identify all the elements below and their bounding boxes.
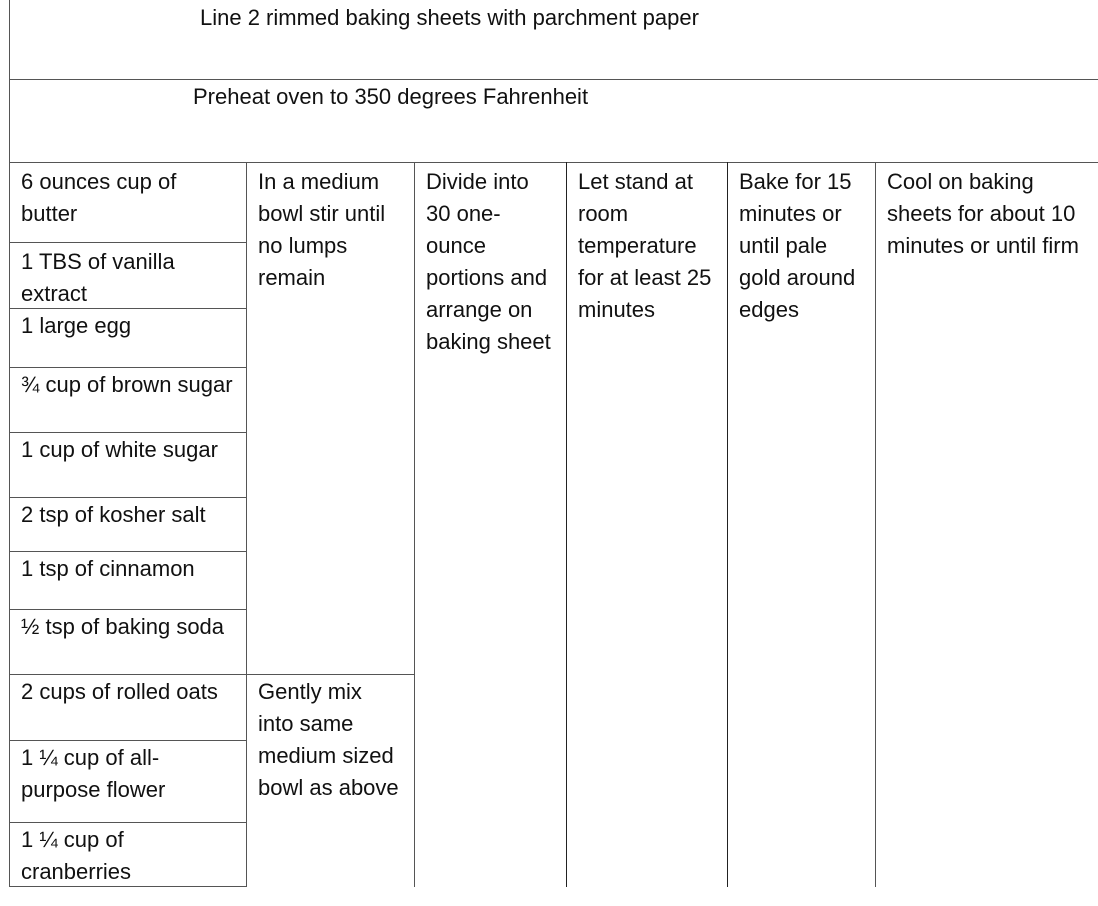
ingredient-cell: 1 tsp of cinnamon xyxy=(21,556,195,581)
ingredient-cell: 6 ounces cup of butter xyxy=(21,169,177,226)
ingredient-cell: ½ tsp of baking soda xyxy=(21,614,225,639)
ingredient-cell: 1 cup of white sugar xyxy=(21,437,218,462)
ingredient-cell: 1 large egg xyxy=(21,313,132,338)
row-divider xyxy=(9,79,1098,80)
step-divide-cell: Divide into 30 one-ounce portions and arrange on baking sheet xyxy=(426,169,551,354)
step-bake-cell: Bake for 15 minutes or until pale gold around edges xyxy=(739,169,856,322)
banner-line-sheets: Line 2 rimmed baking sheets with parchment paper xyxy=(200,5,699,30)
ingredient-cell: 1 TBS of vanilla extract xyxy=(21,249,175,306)
banner-preheat-oven: Preheat oven to 350 degrees Fahrenheit xyxy=(193,84,589,109)
ingredient-cell: 2 cups of rolled oats xyxy=(21,679,218,704)
ingredient-cell: ¾ cup of brown sugar xyxy=(21,372,233,397)
ingredient-cell: 1 ¼ cup of cranberries xyxy=(21,827,132,884)
ingredient-cell: 2 tsp of kosher salt xyxy=(21,502,206,527)
step-stand-cell: Let stand at room temperature for at least 25 minutes xyxy=(578,169,712,322)
column-divider xyxy=(875,162,876,887)
ingredient-cell: 1 ¼ cup of all-purpose flower xyxy=(21,745,166,802)
mix-step-cell: In a medium bowl stir until no lumps remain xyxy=(258,169,386,290)
mix-step-cell: Gently mix into same medium sized bowl as above xyxy=(258,679,399,800)
step-cool-cell: Cool on baking sheets for about 10 minutes or until firm xyxy=(887,169,1079,258)
